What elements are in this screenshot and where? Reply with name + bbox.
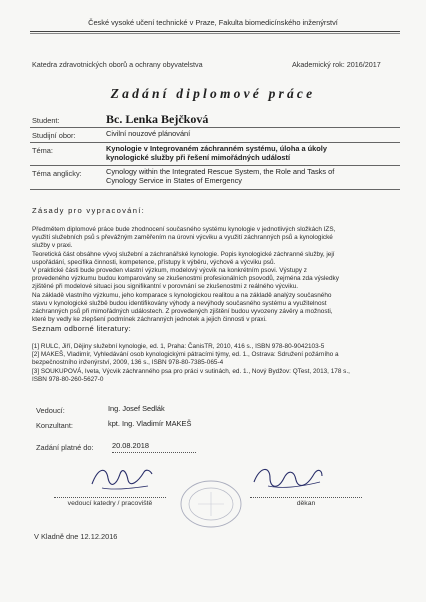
- student-rule: [30, 127, 400, 128]
- student-name: Bc. Lenka Bejčková: [106, 112, 209, 126]
- dean-signature-line: [250, 497, 362, 498]
- topic-label: Téma:: [32, 146, 53, 155]
- department: Katedra zdravotnických oborů a ochrany obyvatelstva: [32, 60, 203, 69]
- literature-line: [2] MAKEŠ, Vladimír, Vyhledávání osob kynologickými pátracími týmy, ed. 1., Ostrava: Sdružení požárního a: [32, 351, 339, 359]
- instructions-title: Zásady pro vypracování:: [32, 206, 146, 215]
- document-title: Zadání diplomové práce: [110, 86, 316, 101]
- academic-year-value: 2016/2017: [346, 60, 381, 69]
- program-rule: [30, 142, 400, 143]
- topic-en-line-1: Cynology within the Integrated Rescue System, the Role and Tasks of: [106, 167, 335, 176]
- student-label: Student:: [32, 116, 60, 125]
- topic-en-line-2: Cynology Service in States of Emergency: [106, 176, 242, 185]
- topic-line-2: kynologické služby při řešení mimořádných událostí: [106, 153, 290, 162]
- literature-line: [3] SOUKUPOVÁ, Iveta, Výcvik záchranného psa pro práci v sutinách, ed. 1., Nový Bydžov: QTest, 2013, 178 s.,: [32, 367, 350, 375]
- supervisor-value: Ing. Josef Sedlák: [108, 404, 165, 413]
- topic-en-label: Téma anglicky:: [32, 169, 82, 178]
- header-rule: [30, 31, 400, 32]
- literature-list: [32, 343, 394, 384]
- instructions-line: Teoretická část obsáhne vývoj služební a záchranářské kynologie. Popis kynologické záchranné služby, její: [32, 250, 335, 258]
- topic-en-rule: [30, 189, 400, 190]
- instructions-line: uspořádání, specifika činnosti, kompetence, přístupy k výběru, výchově a výcviku psů.: [32, 258, 276, 266]
- topic-line-1: Kynologie v Integrovaném záchranném systému, úloha a úkoly: [106, 144, 327, 153]
- literature-line: [1] RULC, Jiří, Dějiny služební kynologie, ed. 1, Praha: ČanisTR, 2010, 416 s., ISBN 978-80-9042103-5: [32, 343, 325, 350]
- head-signature-icon: [88, 460, 158, 494]
- instructions-text: [32, 226, 392, 324]
- valid-until-value: 20.08.2018: [112, 441, 149, 450]
- dean-signature-label: děkan: [296, 500, 316, 507]
- academic-year-label: Akademický rok:: [292, 60, 345, 69]
- instructions-line: zjištěné při modelové situaci jsou signifikantní v porovnání se zkušenostmi z reálného výcviku.: [32, 283, 299, 291]
- dean-signature-icon: [248, 462, 328, 496]
- institution-header: České vysoké učení technické v Praze, Fakulta biomedicínského inženýrství: [88, 18, 338, 27]
- supervisor-label: Vedoucí:: [36, 406, 65, 415]
- instructions-line: V praktické části bude proveden vlastní výzkum, modelový výcvik na konkrétním psovi. Výstupy z: [32, 267, 307, 275]
- academic-year: [292, 60, 381, 69]
- topic-rule: [30, 165, 400, 166]
- valid-until-line: [112, 452, 196, 453]
- instructions-line: využití služebních psů s převážným zaměřením na úrovni výcviku a využití záchranných psů a kynologické: [32, 234, 333, 242]
- instructions-line: služby v praxi.: [32, 242, 73, 250]
- stamp-icon: [178, 478, 244, 530]
- literature-title: Seznam odborné literatury:: [32, 324, 131, 333]
- instructions-line: záchranných psů při mimořádných událostech. Z provedených zjištění budou vyvozeny závěry a možnosti,: [32, 308, 333, 316]
- instructions-line: Předmětem diplomové práce bude zhodnocení současného systému kynologie v jednotlivých složkách IZS,: [32, 226, 336, 233]
- instructions-line: stavu v kynologické službě budou identifikovány výhody a nevýhody současného systému a využitelnost: [32, 299, 327, 307]
- header-rule-thin: [30, 33, 400, 34]
- instructions-line: Na základě vlastního výzkumu, jeho komparace s kynologickou realitou a na základě analýzy současného: [32, 291, 332, 299]
- instructions-line: které by vedly ke zlepšení podmínek záchranných jednotek a jejich činnosti v praxi.: [32, 316, 267, 324]
- head-signature-label: vedoucí katedry / pracoviště: [67, 500, 153, 507]
- valid-until-label: Zadání platné do:: [36, 443, 94, 452]
- program-value: Civilní nouzové plánování: [106, 129, 191, 138]
- consultant-label: Konzultant:: [36, 421, 73, 430]
- program-label: Studijní obor:: [32, 131, 76, 140]
- head-signature-line: [54, 497, 166, 498]
- consultant-value: kpt. Ing. Vladimír MAKEŠ: [108, 419, 192, 428]
- literature-line: bezpečnostního inženýrství, 2009, 136 s., ISBN 978-80-7385-065-4: [32, 359, 224, 367]
- instructions-line: provedeného výzkumu budou komparovány se zkušenostmi profesionálních psovodů, zejména zda výsledky: [32, 275, 339, 283]
- place-and-date: V Kladně dne 12.12.2016: [34, 532, 118, 541]
- literature-line: ISBN 978-80-260-5627-0: [32, 375, 104, 383]
